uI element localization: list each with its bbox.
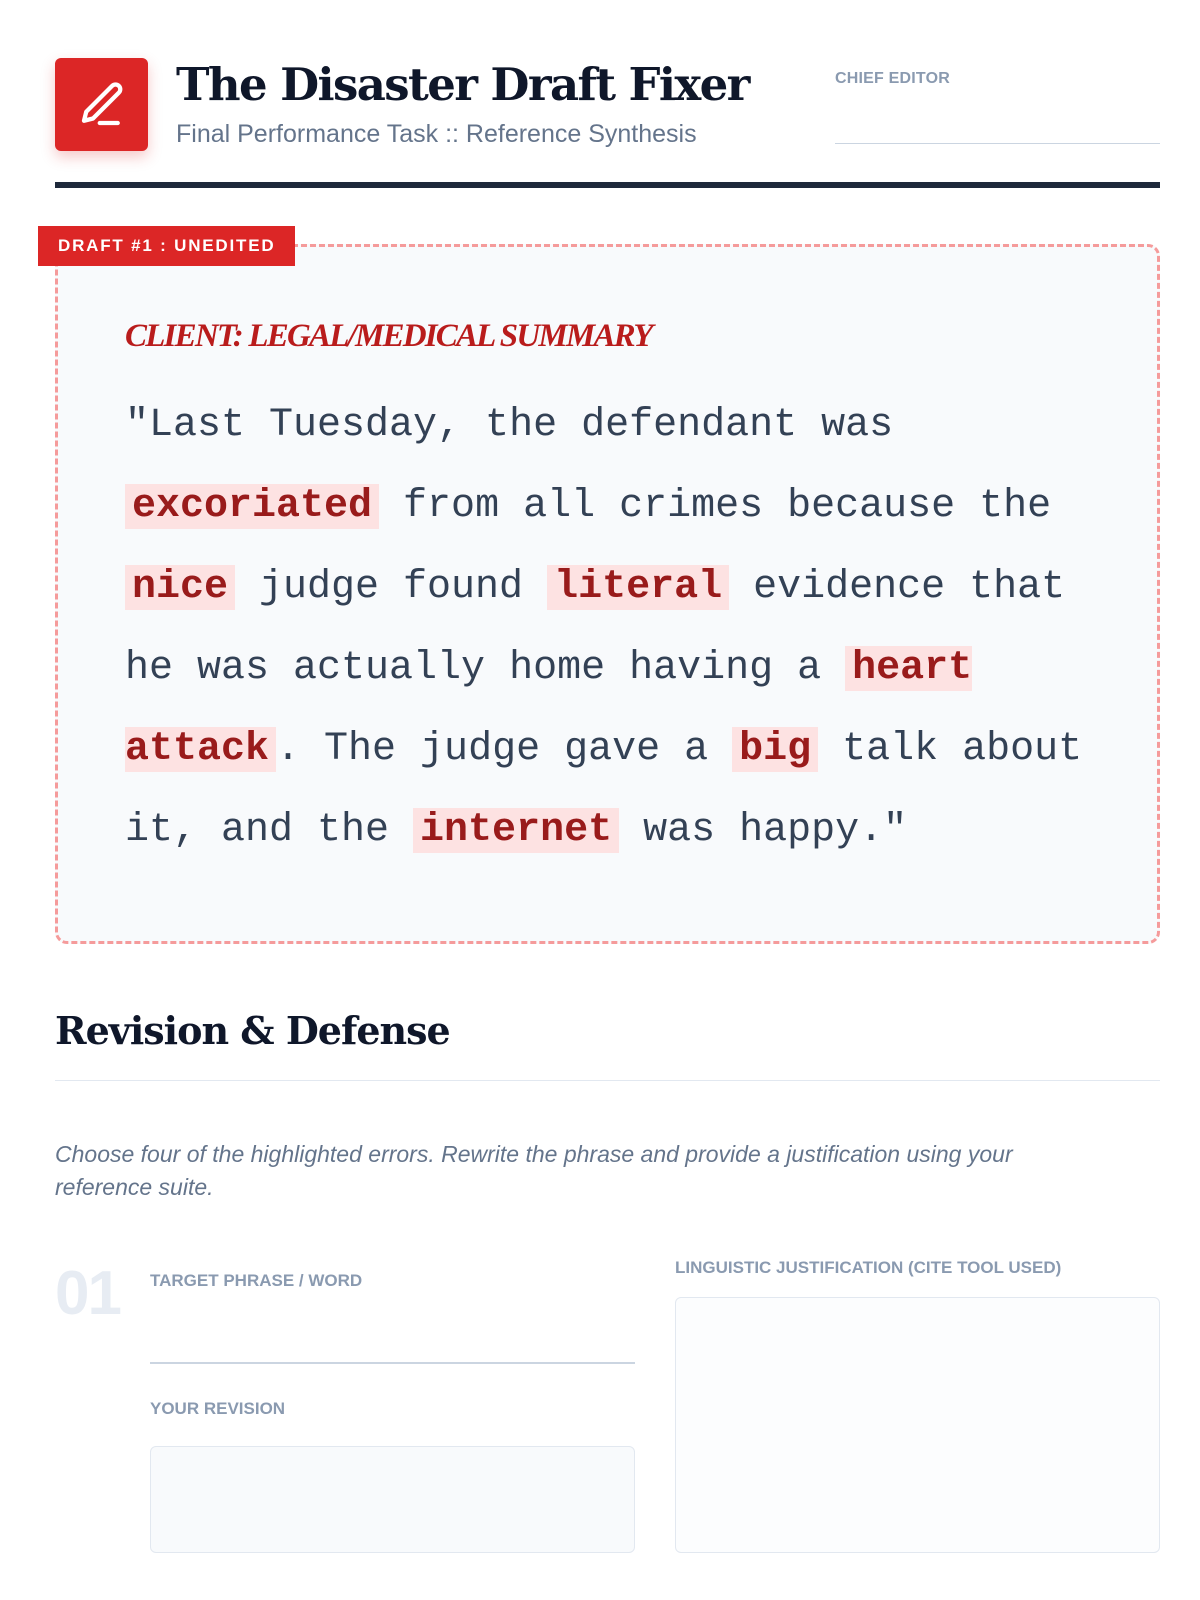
target-phrase-input[interactable] (150, 1318, 635, 1360)
highlighted-error[interactable]: big (732, 727, 818, 772)
revision-title: Revision & Defense (55, 1008, 450, 1053)
page-header (55, 58, 1160, 188)
draft-text-segment: from all crimes because the (379, 484, 1052, 529)
draft-text (125, 385, 1125, 871)
highlighted-error[interactable]: heart attack (125, 646, 973, 772)
justification-label: LINGUISTIC JUSTIFICATION (CITE TOOL USED) (675, 1258, 1062, 1277)
page-title: The Disaster Draft Fixer (176, 58, 749, 111)
item-number: 01 (55, 1259, 120, 1328)
highlighted-error[interactable]: nice (125, 565, 235, 610)
revision-label: YOUR REVISION (150, 1399, 286, 1418)
header-divider (55, 182, 1160, 188)
draft-text-segment: evidence that he was actually home having a (125, 565, 1066, 691)
highlighted-error[interactable]: excoriated (125, 484, 379, 529)
justification-box (675, 1297, 1160, 1553)
revision-box (150, 1446, 635, 1553)
logo (55, 58, 148, 151)
highlighted-error[interactable]: literal (547, 565, 729, 610)
target-label: TARGET PHRASE / WORD (150, 1271, 363, 1290)
client-heading: CLIENT: LEGAL/MEDICAL SUMMARY (125, 318, 652, 354)
revision-divider (55, 1080, 1160, 1081)
draft-tag: DRAFT #1 : UNEDITED (38, 226, 295, 266)
chief-editor-signature-line[interactable] (835, 143, 1160, 144)
revision-input[interactable] (151, 1447, 634, 1552)
instructions: Choose four of the highlighted errors. Rewrite the phrase and provide a justification using your reference suite. (55, 1141, 1013, 1200)
draft-text-segment: . The judge gave a (276, 727, 733, 772)
page-subtitle: Final Performance Task :: Reference Synthesis (176, 120, 697, 148)
draft-text-segment: talk about it, and the (125, 727, 1083, 853)
highlighted-error[interactable]: internet (413, 808, 619, 853)
draft-text-segment: judge found (235, 565, 548, 610)
draft-text-segment: "Last Tuesday, the defendant was (125, 403, 894, 448)
target-phrase-underline (150, 1362, 635, 1364)
justification-input[interactable] (676, 1298, 1159, 1552)
pencil-icon (75, 78, 129, 132)
draft-text-segment: was happy." (619, 808, 908, 853)
chief-editor-label: CHIEF EDITOR (835, 70, 951, 87)
